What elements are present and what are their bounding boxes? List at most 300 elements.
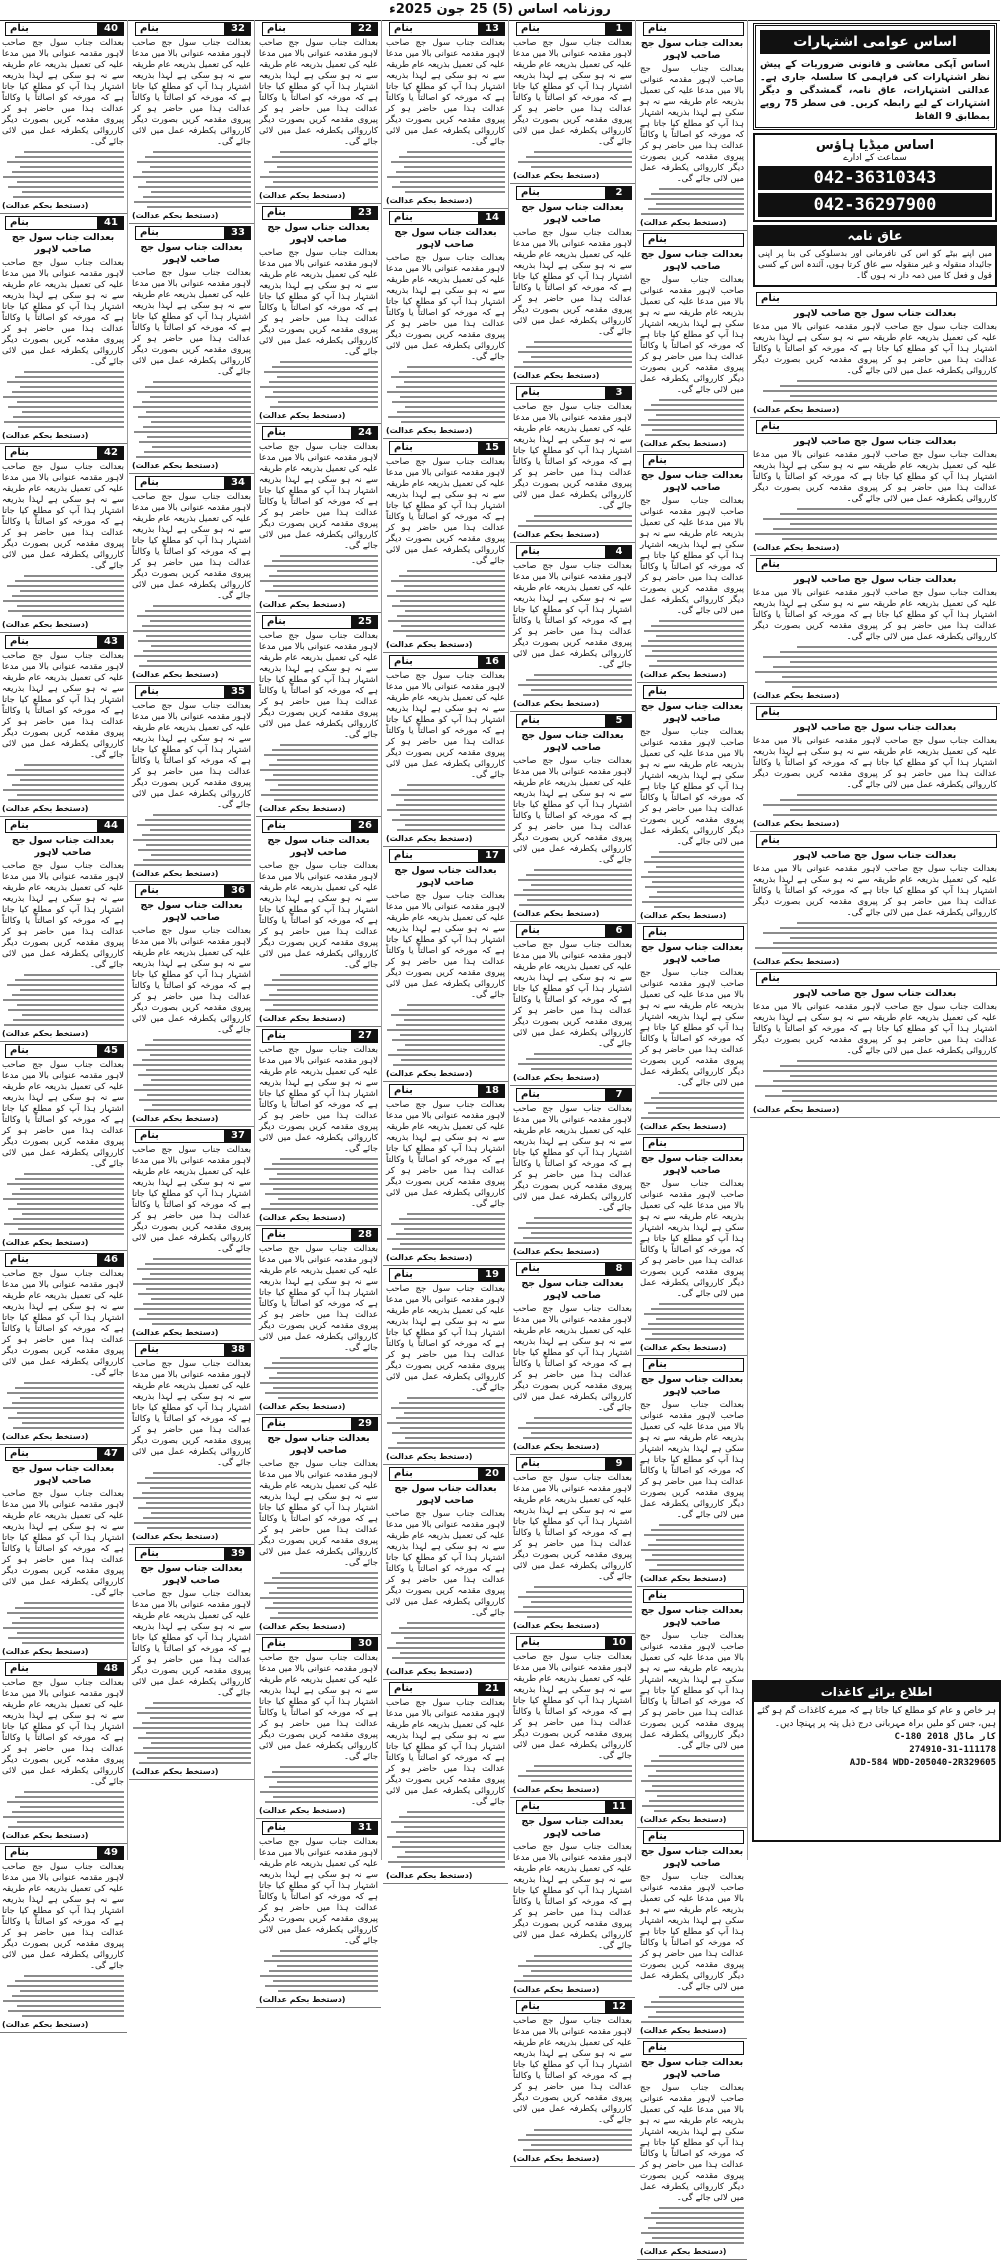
notice-number: 11 xyxy=(606,1800,632,1814)
court-notice xyxy=(129,224,254,474)
aaq-nama-box xyxy=(753,225,997,287)
notice-signature: (دستخط بحکم عدالت) xyxy=(640,670,727,679)
notice-text-lines xyxy=(386,784,505,831)
notice-court-title: بعدالت جناب سول جج صاحب لاہور xyxy=(521,730,624,753)
notice-number: 13 xyxy=(479,22,505,36)
promo-title: اساس عوامی اشتہارات xyxy=(760,30,990,54)
notice-header xyxy=(513,386,632,400)
notice-label: بنام xyxy=(5,1447,98,1461)
notice-text: بعدالت جناب سول جج صاحب لاہور مقدمہ عنوانی بالا میں مدعا علیہ کی تعمیل بذریعہ عام طریقہ سے نہ ہو سکی ہے لہذا بذریعہ اشتہار ہذا آپ کو مطلع کیا جاتا ہے کہ مورخہ کو اصالتاً یا وکالتاً عدالت ہذا میں حاضر ہو کر پیروی مقدمہ کریں بصورت دیگر کارروائی یکطرفہ عمل میں لائی جائے گی۔ xyxy=(640,496,744,616)
notice-signature: (دستخط بحکم عدالت) xyxy=(386,1452,473,1461)
notice-signature: (دستخط بحکم عدالت) xyxy=(513,1442,600,1451)
notice-signature: (دستخط بحکم عدالت) xyxy=(132,211,219,220)
notice-text: بعدالت جناب سول جج صاحب لاہور مقدمہ عنوانی بالا میں مدعا علیہ کی تعمیل بذریعہ عام طریقہ سے نہ ہو سکی ہے لہذا بذریعہ اشتہار ہذا آپ کو مطلع کیا جاتا ہے کہ مورخہ کو اصالتاً یا وکالتاً عدالت ہذا میں حاضر ہو کر پیروی مقدمہ کریں بصورت دیگر کارروائی یکطرفہ عمل میں لائی جائے گی۔ xyxy=(132,268,251,377)
notice-label: بنام xyxy=(262,22,352,36)
notice-label: بنام xyxy=(643,1137,744,1151)
court-notice xyxy=(750,290,1000,418)
notice-text: بعدالت جناب سول جج صاحب لاہور مقدمہ عنوانی بالا میں مدعا علیہ کی تعمیل بذریعہ عام طریقہ سے نہ ہو سکی ہے لہذا بذریعہ اشتہار ہذا آپ کو مطلع کیا جاتا ہے کہ مورخہ کو اصالتاً یا وکالتاً عدالت ہذا میں حاضر ہو کر پیروی مقدمہ کریں بصورت دیگر کارروائی یکطرفہ عمل میں لائی جائے گی۔ xyxy=(2,1269,124,1378)
notice-label: بنام xyxy=(262,206,352,220)
notice-text-lines xyxy=(2,1602,124,1644)
notice-header xyxy=(513,186,632,200)
notice-text-lines xyxy=(513,1217,632,1244)
notice-header xyxy=(753,292,997,306)
notice-label: بنام xyxy=(262,1637,352,1651)
notice-text-lines xyxy=(386,1397,505,1449)
notice-label: بنام xyxy=(516,1800,606,1814)
notice-court-title: بعدالت جناب سول جج صاحب لاہور xyxy=(521,202,624,225)
court-notice xyxy=(129,683,254,882)
notice-header xyxy=(640,1137,744,1151)
notice-number: 32 xyxy=(225,22,251,36)
notice-signature: (دستخط بحکم عدالت) xyxy=(259,1213,346,1222)
court-notice xyxy=(383,1266,508,1465)
notice-signature: (دستخط بحکم عدالت) xyxy=(640,1574,727,1583)
notice-text: بعدالت جناب سول جج صاحب لاہور مقدمہ عنوانی بالا میں مدعا علیہ کی تعمیل بذریعہ عام طریقہ سے نہ ہو سکی ہے لہذا بذریعہ اشتہار ہذا آپ کو مطلع کیا جاتا ہے کہ مورخہ کو اصالتاً یا وکالتاً عدالت ہذا میں حاضر ہو کر پیروی مقدمہ کریں بصورت دیگر کارروائی یکطرفہ عمل میں لائی جائے گی۔ xyxy=(513,402,632,511)
notice-text-lines xyxy=(2,974,124,1026)
notice-label: بنام xyxy=(389,849,479,863)
court-notice xyxy=(510,712,635,922)
notice-header xyxy=(386,1467,505,1481)
notice-text-lines xyxy=(259,1158,378,1210)
notice-label: بنام xyxy=(5,1662,98,1676)
notice-court-title: بعدالت جناب سول جج صاحب لاہور xyxy=(640,1153,744,1176)
notice-text: بعدالت جناب سول جج صاحب لاہور مقدمہ عنوانی بالا میں مدعا علیہ کی تعمیل بذریعہ عام طریقہ سے نہ ہو سکی ہے لہذا بذریعہ اشتہار ہذا آپ کو مطلع کیا جاتا ہے کہ مورخہ کو اصالتاً یا وکالتاً عدالت ہذا میں حاضر ہو کر پیروی مقدمہ کریں بصورت دیگر کارروائی یکطرفہ عمل میں لائی جائے گی۔ xyxy=(513,1104,632,1213)
court-notice xyxy=(637,924,747,1135)
notice-text-lines xyxy=(386,1811,505,1868)
phone-number-2[interactable]: 042-36297900 xyxy=(758,193,992,217)
notice-text-lines xyxy=(259,1572,378,1619)
notice-label: بنام xyxy=(5,1846,98,1860)
notice-text-lines xyxy=(513,674,632,696)
documents-notice-body: ہر خاص و عام کو مطلع کیا جاتا ہے کہ میرے کاغذات گم ہو گئے ہیں، جس کو ملیں براہ مہربانی درج ذیل پتہ پر پہنچا دیں۔ xyxy=(757,1706,996,1729)
notice-signature: (دستخط بحکم عدالت) xyxy=(132,1767,219,1776)
notice-header xyxy=(386,211,505,225)
notice-text-lines xyxy=(259,1950,378,1992)
notice-header xyxy=(640,1589,744,1603)
notice-court-title: بعدالت جناب سول جج صاحب لاہور xyxy=(140,1563,243,1586)
notice-text-lines xyxy=(640,399,744,436)
notice-signature: (دستخط بحکم عدالت) xyxy=(640,911,727,920)
notice-signature: (دستخط بحکم عدالت) xyxy=(132,1114,219,1123)
notice-signature: (دستخط بحکم عدالت) xyxy=(259,411,346,420)
court-notice xyxy=(510,1798,635,1998)
notice-number: 15 xyxy=(479,441,505,455)
notice-header xyxy=(513,1262,632,1276)
notice-court-title: بعدالت جناب سول جج صاحب لاہور xyxy=(394,227,497,250)
notice-label: بنام xyxy=(643,22,744,36)
notice-signature: (دستخط بحکم عدالت) xyxy=(513,530,600,539)
notice-label: بنام xyxy=(389,22,479,36)
notice-text: بعدالت جناب سول جج صاحب لاہور مقدمہ عنوانی بالا میں مدعا علیہ کی تعمیل بذریعہ عام طریقہ سے نہ ہو سکی ہے لہذا بذریعہ اشتہار ہذا آپ کو مطلع کیا جاتا ہے کہ مورخہ کو اصالتاً یا وکالتاً عدالت ہذا میں حاضر ہو کر پیروی مقدمہ کریں بصورت دیگر کارروائی یکطرفہ عمل میں لائی جائے گی۔ xyxy=(513,1304,632,1413)
notice-header xyxy=(640,685,744,699)
court-notice xyxy=(637,231,747,452)
notice-number: 1 xyxy=(606,22,632,36)
notice-court-title: بعدالت جناب سول جج صاحب لاہور xyxy=(793,574,957,585)
notice-label: بنام xyxy=(516,1636,606,1650)
notice-signature: (دستخط بحکم عدالت) xyxy=(2,201,89,210)
notice-text: بعدالت جناب سول جج صاحب لاہور مقدمہ عنوانی بالا میں مدعا علیہ کی تعمیل بذریعہ عام طریقہ سے نہ ہو سکی ہے لہذا بذریعہ اشتہار ہذا آپ کو مطلع کیا جاتا ہے کہ مورخہ کو اصالتاً یا وکالتاً عدالت ہذا میں حاضر ہو کر پیروی مقدمہ کریں بصورت دیگر کارروائی یکطرفہ عمل میں لائی جائے گی۔ xyxy=(753,736,997,790)
notice-text-lines xyxy=(513,1765,632,1782)
notice-signature: (دستخط بحکم عدالت) xyxy=(513,171,600,180)
notice-header xyxy=(259,1029,378,1043)
court-notice xyxy=(637,1356,747,1587)
court-notice xyxy=(750,970,1000,1118)
notice-text: بعدالت جناب سول جج صاحب لاہور مقدمہ عنوانی بالا میں مدعا علیہ کی تعمیل بذریعہ عام طریقہ سے نہ ہو سکی ہے لہذا بذریعہ اشتہار ہذا آپ کو مطلع کیا جاتا ہے کہ مورخہ کو اصالتاً یا وکالتاً عدالت ہذا میں حاضر ہو کر پیروی مقدمہ کریں بصورت دیگر کارروائی یکطرفہ عمل میں لائی جائے گی۔ xyxy=(132,38,251,147)
court-notice xyxy=(637,452,747,683)
notice-text-lines xyxy=(132,1039,251,1111)
notice-number: 31 xyxy=(352,1821,378,1835)
notice-text: بعدالت جناب سول جج صاحب لاہور مقدمہ عنوانی بالا میں مدعا علیہ کی تعمیل بذریعہ عام طریقہ سے نہ ہو سکی ہے لہذا بذریعہ اشتہار ہذا آپ کو مطلع کیا جاتا ہے کہ مورخہ کو اصالتاً یا وکالتاً عدالت ہذا میں حاضر ہو کر پیروی مقدمہ کریں بصورت دیگر کارروائی یکطرفہ عمل میں لائی جائے گی۔ xyxy=(2,1678,124,1787)
notice-number: 46 xyxy=(98,1253,124,1267)
notice-header xyxy=(2,1253,124,1267)
court-notice xyxy=(256,424,381,613)
notice-number: 41 xyxy=(98,216,124,230)
notice-text-lines xyxy=(513,869,632,906)
notice-court-title: بعدالت جناب سول جج صاحب لاہور xyxy=(11,835,115,858)
court-notice xyxy=(510,1998,635,2167)
notice-number: 26 xyxy=(352,819,378,833)
notice-number: 16 xyxy=(479,655,505,669)
notice-text: بعدالت جناب سول جج صاحب لاہور مقدمہ عنوانی بالا میں مدعا علیہ کی تعمیل بذریعہ عام طریقہ سے نہ ہو سکی ہے لہذا بذریعہ اشتہار ہذا آپ کو مطلع کیا جاتا ہے کہ مورخہ کو اصالتاً یا وکالتاً عدالت ہذا میں حاضر ہو کر پیروی مقدمہ کریں بصورت دیگر کارروائی یکطرفہ عمل میں لائی جائے گی۔ xyxy=(259,1459,378,1568)
notice-text-lines xyxy=(259,1766,378,1803)
col-court-notices xyxy=(637,20,748,2256)
notice-text: بعدالت جناب سول جج صاحب لاہور مقدمہ عنوانی بالا میں مدعا علیہ کی تعمیل بذریعہ عام طریقہ سے نہ ہو سکی ہے لہذا بذریعہ اشتہار ہذا آپ کو مطلع کیا جاتا ہے کہ مورخہ کو اصالتاً یا وکالتاً عدالت ہذا میں حاضر ہو کر پیروی مقدمہ کریں بصورت دیگر کارروائی یکطرفہ عمل میں لائی جائے گی۔ xyxy=(2,462,124,571)
notice-court-title: بعدالت جناب سول جج صاحب لاہور xyxy=(640,2057,744,2080)
court-notice xyxy=(510,543,635,712)
notice-label: بنام xyxy=(262,1821,352,1835)
notice-signature: (دستخط بحکم عدالت) xyxy=(513,2154,600,2163)
notice-label: بنام xyxy=(135,884,225,898)
notice-header xyxy=(132,1547,251,1561)
notice-signature: (دستخط بحکم عدالت) xyxy=(259,1014,346,1023)
notice-text-lines xyxy=(513,1586,632,1618)
notice-text: بعدالت جناب سول جج صاحب لاہور مقدمہ عنوانی بالا میں مدعا علیہ کی تعمیل بذریعہ عام طریقہ سے نہ ہو سکی ہے لہذا بذریعہ اشتہار ہذا آپ کو مطلع کیا جاتا ہے کہ مورخہ کو اصالتاً یا وکالتاً عدالت ہذا میں حاضر ہو کر پیروی مقدمہ کریں بصورت دیگر کارروائی یکطرفہ عمل میں لائی جائے گی۔ xyxy=(386,1698,505,1807)
notice-text: بعدالت جناب سول جج صاحب لاہور مقدمہ عنوانی بالا میں مدعا علیہ کی تعمیل بذریعہ عام طریقہ سے نہ ہو سکی ہے لہذا بذریعہ اشتہار ہذا آپ کو مطلع کیا جاتا ہے کہ مورخہ کو اصالتاً یا وکالتاً عدالت ہذا میں حاضر ہو کر پیروی مقدمہ کریں بصورت دیگر کارروائی یکطرفہ عمل میں لائی جائے گی۔ xyxy=(513,2016,632,2125)
notice-text-lines xyxy=(640,188,744,215)
notice-header xyxy=(259,819,378,833)
notice-number: 17 xyxy=(479,849,505,863)
notice-header xyxy=(640,233,744,247)
notice-court-title: بعدالت جناب سول جج صاحب لاہور xyxy=(11,232,115,255)
notice-number: 14 xyxy=(479,211,505,225)
notice-text: بعدالت جناب سول جج صاحب لاہور مقدمہ عنوانی بالا میں مدعا علیہ کی تعمیل بذریعہ عام طریقہ سے نہ ہو سکی ہے لہذا بذریعہ اشتہار ہذا آپ کو مطلع کیا جاتا ہے کہ مورخہ کو اصالتاً یا وکالتاً عدالت ہذا میں حاضر ہو کر پیروی مقدمہ کریں بصورت دیگر کارروائی یکطرفہ عمل میں لائی جائے گی۔ xyxy=(513,940,632,1049)
court-notice xyxy=(510,384,635,543)
notice-court-title: بعدالت جناب سول جج صاحب لاہور xyxy=(793,722,957,733)
notice-label: بنام xyxy=(135,476,225,490)
masthead: روزنامہ اساس (5) 25 جون 2025ء xyxy=(0,0,1000,21)
notice-label: بنام xyxy=(5,1044,98,1058)
court-notice xyxy=(510,1086,635,1260)
notice-signature: (دستخط بحکم عدالت) xyxy=(513,1985,600,1994)
notice-text: بعدالت جناب سول جج صاحب لاہور مقدمہ عنوانی بالا میں مدعا علیہ کی تعمیل بذریعہ عام طریقہ سے نہ ہو سکی ہے لہذا بذریعہ اشتہار ہذا آپ کو مطلع کیا جاتا ہے کہ مورخہ کو اصالتاً یا وکالتاً عدالت ہذا میں حاضر ہو کر پیروی مقدمہ کریں بصورت دیگر کارروائی یکطرفہ عمل میں لائی جائے گی۔ xyxy=(640,2083,744,2203)
notice-header xyxy=(132,22,251,36)
notice-text-lines xyxy=(132,814,251,866)
notice-label: بنام xyxy=(756,558,997,572)
notice-header xyxy=(132,1129,251,1143)
court-notice xyxy=(637,1828,747,2039)
court-notice xyxy=(510,1634,635,1798)
notice-signature: (دستخط بحکم عدالت) xyxy=(259,1622,346,1631)
notice-signature: (دستخط بحکم عدالت) xyxy=(640,2247,727,2256)
notice-number: 42 xyxy=(98,446,124,460)
notice-text: بعدالت جناب سول جج صاحب لاہور مقدمہ عنوانی بالا میں مدعا علیہ کی تعمیل بذریعہ عام طریقہ سے نہ ہو سکی ہے لہذا بذریعہ اشتہار ہذا آپ کو مطلع کیا جاتا ہے کہ مورخہ کو اصالتاً یا وکالتاً عدالت ہذا میں حاضر ہو کر پیروی مقدمہ کریں بصورت دیگر کارروائی یکطرفہ عمل میں لائی جائے گی۔ xyxy=(640,1872,744,1992)
notice-header xyxy=(2,1662,124,1676)
notice-label: بنام xyxy=(135,22,225,36)
notice-text-lines xyxy=(132,605,251,667)
notice-number: 21 xyxy=(479,1682,505,1696)
documents-notice-box xyxy=(752,1680,1001,1842)
notice-text: بعدالت جناب سول جج صاحب لاہور مقدمہ عنوانی بالا میں مدعا علیہ کی تعمیل بذریعہ عام طریقہ سے نہ ہو سکی ہے لہذا بذریعہ اشتہار ہذا آپ کو مطلع کیا جاتا ہے کہ مورخہ کو اصالتاً یا وکالتاً عدالت ہذا میں حاضر ہو کر پیروی مقدمہ کریں بصورت دیگر کارروائی یکطرفہ عمل میں لائی جائے گی۔ xyxy=(513,1652,632,1761)
notice-header xyxy=(386,1682,505,1696)
court-notice xyxy=(383,1465,508,1680)
notice-text: بعدالت جناب سول جج صاحب لاہور مقدمہ عنوانی بالا میں مدعا علیہ کی تعمیل بذریعہ عام طریقہ سے نہ ہو سکی ہے لہذا بذریعہ اشتہار ہذا آپ کو مطلع کیا جاتا ہے کہ مورخہ کو اصالتاً یا وکالتاً عدالت ہذا میں حاضر ہو کر پیروی مقدمہ کریں بصورت دیگر کارروائی یکطرفہ عمل میں لائی جائے گی۔ xyxy=(513,228,632,337)
notice-signature: (دستخط بحکم عدالت) xyxy=(513,1785,600,1794)
media-house-sub: سماعت کے ادارے xyxy=(843,153,907,163)
notice-signature: (دستخط بحکم عدالت) xyxy=(513,371,600,380)
notice-signature: (دستخط بحکم عدالت) xyxy=(259,1995,346,2004)
notice-text: بعدالت جناب سول جج صاحب لاہور مقدمہ عنوانی بالا میں مدعا علیہ کی تعمیل بذریعہ عام طریقہ سے نہ ہو سکی ہے لہذا بذریعہ اشتہار ہذا آپ کو مطلع کیا جاتا ہے کہ مورخہ کو اصالتاً یا وکالتاً عدالت ہذا میں حاضر ہو کر پیروی مقدمہ کریں بصورت دیگر کارروائی یکطرفہ عمل میں لائی جائے گی۔ xyxy=(2,1060,124,1169)
notice-text: بعدالت جناب سول جج صاحب لاہور مقدمہ عنوانی بالا میں مدعا علیہ کی تعمیل بذریعہ عام طریقہ سے نہ ہو سکی ہے لہذا بذریعہ اشتہار ہذا آپ کو مطلع کیا جاتا ہے کہ مورخہ کو اصالتاً یا وکالتاً عدالت ہذا میں حاضر ہو کر پیروی مقدمہ کریں بصورت دیگر کارروائی یکطرفہ عمل میں لائی جائے گی۔ xyxy=(259,631,378,740)
notice-label: بنام xyxy=(5,22,98,36)
notice-signature: (دستخط بحکم عدالت) xyxy=(640,1815,727,1824)
notice-number: 40 xyxy=(98,22,124,36)
notice-header xyxy=(2,1846,124,1860)
notice-text: بعدالت جناب سول جج صاحب لاہور مقدمہ عنوانی بالا میں مدعا علیہ کی تعمیل بذریعہ عام طریقہ سے نہ ہو سکی ہے لہذا بذریعہ اشتہار ہذا آپ کو مطلع کیا جاتا ہے کہ مورخہ کو اصالتاً یا وکالتاً عدالت ہذا میں حاضر ہو کر پیروی مقدمہ کریں بصورت دیگر کارروائی یکطرفہ عمل میں لائی جائے گی۔ xyxy=(640,1631,744,1751)
notice-signature: (دستخط بحکم عدالت) xyxy=(259,804,346,813)
col-notices-2 xyxy=(383,20,509,1880)
notice-signature: (دستخط بحکم عدالت) xyxy=(386,1253,473,1262)
notice-header xyxy=(259,1228,378,1242)
court-notice xyxy=(0,1445,127,1660)
court-notice xyxy=(383,20,508,209)
notice-header xyxy=(513,545,632,559)
notice-label: بنام xyxy=(756,834,997,848)
phone-number-1[interactable]: 042-36310343 xyxy=(758,166,992,190)
court-notice xyxy=(256,1027,381,1226)
notice-text-lines xyxy=(513,1955,632,1982)
notice-header xyxy=(640,1830,744,1844)
notice-header xyxy=(2,216,124,230)
notice-number: 33 xyxy=(225,226,251,240)
court-notice xyxy=(129,474,254,683)
notice-text: بعدالت جناب سول جج صاحب لاہور مقدمہ عنوانی بالا میں مدعا علیہ کی تعمیل بذریعہ عام طریقہ سے نہ ہو سکی ہے لہذا بذریعہ اشتہار ہذا آپ کو مطلع کیا جاتا ہے کہ مورخہ کو اصالتاً یا وکالتاً عدالت ہذا میں حاضر ہو کر پیروی مقدمہ کریں بصورت دیگر کارروائی یکطرفہ عمل میں لائی جائے گی۔ xyxy=(132,926,251,1035)
notice-number: 3 xyxy=(606,386,632,400)
notice-number: 4 xyxy=(606,545,632,559)
notice-label: بنام xyxy=(135,1343,225,1357)
notice-label: بنام xyxy=(5,216,98,230)
notice-signature: (دستخط بحکم عدالت) xyxy=(640,218,727,227)
notice-number: 36 xyxy=(225,884,251,898)
notice-text-lines xyxy=(753,508,997,540)
notice-signature: (دستخط بحکم عدالت) xyxy=(386,640,473,649)
court-notice xyxy=(0,1844,127,2033)
notice-header xyxy=(386,1268,505,1282)
notice-label: بنام xyxy=(756,420,997,434)
notice-text: بعدالت جناب سول جج صاحب لاہور مقدمہ عنوانی بالا میں مدعا علیہ کی تعمیل بذریعہ عام طریقہ سے نہ ہو سکی ہے لہذا بذریعہ اشتہار ہذا آپ کو مطلع کیا جاتا ہے کہ مورخہ کو اصالتاً یا وکالتاً عدالت ہذا میں حاضر ہو کر پیروی مقدمہ کریں بصورت دیگر کارروائی یکطرفہ عمل میں لائی جائے گی۔ xyxy=(386,38,505,147)
notice-header xyxy=(753,420,997,434)
notice-text-lines xyxy=(132,1472,251,1529)
notice-signature: (دستخط بحکم عدالت) xyxy=(386,196,473,205)
notice-text-lines xyxy=(2,1173,124,1235)
notice-court-title: بعدالت جناب سول جج صاحب لاہور xyxy=(793,436,957,447)
notice-header xyxy=(513,1636,632,1650)
notice-signature: (دستخط بحکم عدالت) xyxy=(2,620,89,629)
notice-text: بعدالت جناب سول جج صاحب لاہور مقدمہ عنوانی بالا میں مدعا علیہ کی تعمیل بذریعہ عام طریقہ سے نہ ہو سکی ہے لہذا بذریعہ اشتہار ہذا آپ کو مطلع کیا جاتا ہے کہ مورخہ کو اصالتاً یا وکالتاً عدالت ہذا میں حاضر ہو کر پیروی مقدمہ کریں بصورت دیگر کارروائی یکطرفہ عمل میں لائی جائے گی۔ xyxy=(2,651,124,760)
notice-court-title: بعدالت جناب سول جج صاحب لاہور xyxy=(640,1605,744,1628)
court-notice xyxy=(510,922,635,1086)
notice-text: بعدالت جناب سول جج صاحب لاہور مقدمہ عنوانی بالا میں مدعا علیہ کی تعمیل بذریعہ عام طریقہ سے نہ ہو سکی ہے لہذا بذریعہ اشتہار ہذا آپ کو مطلع کیا جاتا ہے کہ مورخہ کو اصالتاً یا وکالتاً عدالت ہذا میں حاضر ہو کر پیروی مقدمہ کریں بصورت دیگر کارروائی یکطرفہ عمل میں لائی جائے گی۔ xyxy=(640,275,744,395)
aaq-nama-title: عاق نامہ xyxy=(755,227,995,246)
notice-signature: (دستخط بحکم عدالت) xyxy=(132,670,219,679)
notice-label: بنام xyxy=(262,426,352,440)
court-notice xyxy=(0,1251,127,1445)
notice-court-title: بعدالت جناب سول جج صاحب لاہور xyxy=(793,850,957,861)
notice-text-lines xyxy=(386,366,505,423)
notice-header xyxy=(640,1358,744,1372)
notice-label: بنام xyxy=(262,819,352,833)
notice-text: بعدالت جناب سول جج صاحب لاہور مقدمہ عنوانی بالا میں مدعا علیہ کی تعمیل بذریعہ عام طریقہ سے نہ ہو سکی ہے لہذا بذریعہ اشتہار ہذا آپ کو مطلع کیا جاتا ہے کہ مورخہ کو اصالتاً یا وکالتاً عدالت ہذا میں حاضر ہو کر پیروی مقدمہ کریں بصورت دیگر کارروائی یکطرفہ عمل میں لائی جائے گی۔ xyxy=(640,968,744,1088)
notice-text-lines xyxy=(513,2129,632,2151)
notice-label: بنام xyxy=(756,972,997,986)
notice-signature: (دستخط بحکم عدالت) xyxy=(640,439,727,448)
notice-text: بعدالت جناب سول جج صاحب لاہور مقدمہ عنوانی بالا میں مدعا علیہ کی تعمیل بذریعہ عام طریقہ سے نہ ہو سکی ہے لہذا بذریعہ اشتہار ہذا آپ کو مطلع کیا جاتا ہے کہ مورخہ کو اصالتاً یا وکالتاً عدالت ہذا میں حاضر ہو کر پیروی مقدمہ کریں بصورت دیگر کارروائی یکطرفہ عمل میں لائی جائے گی۔ xyxy=(2,1489,124,1598)
notice-number: 44 xyxy=(98,819,124,833)
notice-label: بنام xyxy=(262,615,352,629)
notice-signature: (دستخط بحکم عدالت) xyxy=(132,1328,219,1337)
notice-text-lines xyxy=(753,922,997,954)
col-promo xyxy=(750,20,1000,1860)
notice-header xyxy=(132,884,251,898)
court-notice xyxy=(0,1042,127,1251)
notice-text: بعدالت جناب سول جج صاحب لاہور مقدمہ عنوانی بالا میں مدعا علیہ کی تعمیل بذریعہ عام طریقہ سے نہ ہو سکی ہے لہذا بذریعہ اشتہار ہذا آپ کو مطلع کیا جاتا ہے کہ مورخہ کو اصالتاً یا وکالتاً عدالت ہذا میں حاضر ہو کر پیروی مقدمہ کریں بصورت دیگر کارروائی یکطرفہ عمل میں لائی جائے گی۔ xyxy=(513,561,632,670)
notice-signature: (دستخط بحکم عدالت) xyxy=(2,804,89,813)
notice-header xyxy=(640,2041,744,2055)
notice-header xyxy=(259,1637,378,1651)
notice-text: بعدالت جناب سول جج صاحب لاہور مقدمہ عنوانی بالا میں مدعا علیہ کی تعمیل بذریعہ عام طریقہ سے نہ ہو سکی ہے لہذا بذریعہ اشتہار ہذا آپ کو مطلع کیا جاتا ہے کہ مورخہ کو اصالتاً یا وکالتاً عدالت ہذا میں حاضر ہو کر پیروی مقدمہ کریں بصورت دیگر کارروائی یکطرفہ عمل میں لائی جائے گی۔ xyxy=(386,1509,505,1618)
notice-text-lines xyxy=(640,2207,744,2244)
court-notice xyxy=(129,1127,254,1341)
notice-signature: (دستخط بحکم عدالت) xyxy=(513,909,600,918)
notice-label: بنام xyxy=(389,655,479,669)
documents-notice-text xyxy=(754,1702,999,1773)
notice-text: بعدالت جناب سول جج صاحب لاہور مقدمہ عنوانی بالا میں مدعا علیہ کی تعمیل بذریعہ عام طریقہ سے نہ ہو سکی ہے لہذا بذریعہ اشتہار ہذا آپ کو مطلع کیا جاتا ہے کہ مورخہ کو اصالتاً یا وکالتاً عدالت ہذا میں حاضر ہو کر پیروی مقدمہ کریں بصورت دیگر کارروائی یکطرفہ عمل میں لائی جائے گی۔ xyxy=(2,258,124,367)
notice-label: بنام xyxy=(516,1088,606,1102)
notice-header xyxy=(386,441,505,455)
notice-label: بنام xyxy=(516,22,606,36)
notice-text: بعدالت جناب سول جج صاحب لاہور مقدمہ عنوانی بالا میں مدعا علیہ کی تعمیل بذریعہ عام طریقہ سے نہ ہو سکی ہے لہذا بذریعہ اشتہار ہذا آپ کو مطلع کیا جاتا ہے کہ مورخہ کو اصالتاً یا وکالتاً عدالت ہذا میں حاضر ہو کر پیروی مقدمہ کریں بصورت دیگر کارروائی یکطرفہ عمل میں لائی جائے گی۔ xyxy=(259,38,378,147)
notice-text-lines xyxy=(2,575,124,617)
notice-court-title: بعدالت جناب سول جج صاحب لاہور xyxy=(793,308,957,319)
notice-text: بعدالت جناب سول جج صاحب لاہور مقدمہ عنوانی بالا میں مدعا علیہ کی تعمیل بذریعہ عام طریقہ سے نہ ہو سکی ہے لہذا بذریعہ اشتہار ہذا آپ کو مطلع کیا جاتا ہے کہ مورخہ کو اصالتاً یا وکالتاً عدالت ہذا میں حاضر ہو کر پیروی مقدمہ کریں بصورت دیگر کارروائی یکطرفہ عمل میں لائی جائے گی۔ xyxy=(753,864,997,918)
notice-text: بعدالت جناب سول جج صاحب لاہور مقدمہ عنوانی بالا میں مدعا علیہ کی تعمیل بذریعہ عام طریقہ سے نہ ہو سکی ہے لہذا بذریعہ اشتہار ہذا آپ کو مطلع کیا جاتا ہے کہ مورخہ کو اصالتاً یا وکالتاً عدالت ہذا میں حاضر ہو کر پیروی مقدمہ کریں بصورت دیگر کارروائی یکطرفہ عمل میں لائی جائے گی۔ xyxy=(386,1284,505,1393)
notice-text-lines xyxy=(2,1975,124,2017)
notice-number: 35 xyxy=(225,685,251,699)
notice-header xyxy=(2,819,124,833)
notice-header xyxy=(753,558,997,572)
court-notice xyxy=(510,184,635,384)
notice-header xyxy=(2,22,124,36)
notice-text: بعدالت جناب سول جج صاحب لاہور مقدمہ عنوانی بالا میں مدعا علیہ کی تعمیل بذریعہ عام طریقہ سے نہ ہو سکی ہے لہذا بذریعہ اشتہار ہذا آپ کو مطلع کیا جاتا ہے کہ مورخہ کو اصالتاً یا وکالتاً عدالت ہذا میں حاضر ہو کر پیروی مقدمہ کریں بصورت دیگر کارروائی یکطرفہ عمل میں لائی جائے گی۔ xyxy=(259,248,378,357)
notice-header xyxy=(513,1457,632,1471)
promo-box xyxy=(753,23,997,130)
notice-label: بنام xyxy=(389,1682,479,1696)
notice-text: بعدالت جناب سول جج صاحب لاہور مقدمہ عنوانی بالا میں مدعا علیہ کی تعمیل بذریعہ عام طریقہ سے نہ ہو سکی ہے لہذا بذریعہ اشتہار ہذا آپ کو مطلع کیا جاتا ہے کہ مورخہ کو اصالتاً یا وکالتاً عدالت ہذا میں حاضر ہو کر پیروی مقدمہ کریں بصورت دیگر کارروائی یکطرفہ عمل میں لائی جائے گی۔ xyxy=(259,1837,378,1946)
court-notice xyxy=(510,1260,635,1455)
notice-header xyxy=(513,22,632,36)
notice-signature: (دستخط بحکم عدالت) xyxy=(753,819,840,828)
notice-court-title: بعدالت جناب سول جج صاحب لاہور xyxy=(640,701,744,724)
notice-court-title: بعدالت جناب سول جج صاحب لاہور xyxy=(267,222,370,245)
notice-text: بعدالت جناب سول جج صاحب لاہور مقدمہ عنوانی بالا میں مدعا علیہ کی تعمیل بذریعہ عام طریقہ سے نہ ہو سکی ہے لہذا بذریعہ اشتہار ہذا آپ کو مطلع کیا جاتا ہے کہ مورخہ کو اصالتاً یا وکالتاً عدالت ہذا میں حاضر ہو کر پیروی مقدمہ کریں بصورت دیگر کارروائی یکطرفہ عمل میں لائی جائے گی۔ xyxy=(386,253,505,362)
notice-signature: (دستخط بحکم عدالت) xyxy=(132,461,219,470)
notice-header xyxy=(259,206,378,220)
notice-text-lines xyxy=(640,851,744,908)
notice-signature: (دستخط بحکم عدالت) xyxy=(513,1621,600,1630)
promo-text: اساس آپکی معاشی و قانونی ضروریات کے پیش نظر اشتہارات کی فراہمی کا سلسلہ جاری ہے۔ عدالتی اشتہارات، عاق نامہ، گمشدگی و دیگر اشتہارات کے لیے رابطہ کریں۔ فی سطر 75 روپے بمطابق 9 الفاظ xyxy=(760,59,990,122)
notice-header xyxy=(259,1417,378,1431)
notice-text-lines xyxy=(132,1258,251,1325)
notice-text-lines xyxy=(640,1092,744,1119)
notice-number: 27 xyxy=(352,1029,378,1043)
notice-number: 43 xyxy=(98,635,124,649)
notice-label: بنام xyxy=(5,635,98,649)
court-notice xyxy=(383,1680,508,1884)
notice-label: بنام xyxy=(389,441,479,455)
court-notice xyxy=(0,444,127,633)
notice-label: بنام xyxy=(389,1467,479,1481)
notice-text-lines xyxy=(640,1996,744,2023)
notice-court-title: بعدالت جناب سول جج صاحب لاہور xyxy=(11,1463,115,1486)
notice-court-title: بعدالت جناب سول جج صاحب لاہور xyxy=(394,1483,497,1506)
notice-text: بعدالت جناب سول جج صاحب لاہور مقدمہ عنوانی بالا میں مدعا علیہ کی تعمیل بذریعہ عام طریقہ سے نہ ہو سکی ہے لہذا بذریعہ اشتہار ہذا آپ کو مطلع کیا جاتا ہے کہ مورخہ کو اصالتاً یا وکالتاً عدالت ہذا میں حاضر ہو کر پیروی مقدمہ کریں بصورت دیگر کارروائی یکطرفہ عمل میں لائی جائے گی۔ xyxy=(753,1002,997,1056)
notice-text: بعدالت جناب سول جج صاحب لاہور مقدمہ عنوانی بالا میں مدعا علیہ کی تعمیل بذریعہ عام طریقہ سے نہ ہو سکی ہے لہذا بذریعہ اشتہار ہذا آپ کو مطلع کیا جاتا ہے کہ مورخہ کو اصالتاً یا وکالتاً عدالت ہذا میں حاضر ہو کر پیروی مقدمہ کریں بصورت دیگر کارروائی یکطرفہ عمل میں لائی جائے گی۔ xyxy=(386,457,505,566)
notice-number: 48 xyxy=(98,1662,124,1676)
court-notice xyxy=(750,832,1000,970)
notice-label: بنام xyxy=(389,211,479,225)
notice-number: 20 xyxy=(479,1467,505,1481)
court-notice xyxy=(383,439,508,653)
notice-label: بنام xyxy=(756,292,997,306)
court-notice xyxy=(750,556,1000,704)
notice-text-lines xyxy=(753,1060,997,1102)
notice-text: بعدالت جناب سول جج صاحب لاہور مقدمہ عنوانی بالا میں مدعا علیہ کی تعمیل بذریعہ عام طریقہ سے نہ ہو سکی ہے لہذا بذریعہ اشتہار ہذا آپ کو مطلع کیا جاتا ہے کہ مورخہ کو اصالتاً یا وکالتاً عدالت ہذا میں حاضر ہو کر پیروی مقدمہ کریں بصورت دیگر کارروائی یکطرفہ عمل میں لائی جائے گی۔ xyxy=(132,1589,251,1698)
notice-text: بعدالت جناب سول جج صاحب لاہور مقدمہ عنوانی بالا میں مدعا علیہ کی تعمیل بذریعہ عام طریقہ سے نہ ہو سکی ہے لہذا بذریعہ اشتہار ہذا آپ کو مطلع کیا جاتا ہے کہ مورخہ کو اصالتاً یا وکالتاً عدالت ہذا میں حاضر ہو کر پیروی مقدمہ کریں بصورت دیگر کارروائی یکطرفہ عمل میں لائی جائے گی۔ xyxy=(513,1842,632,1951)
notice-signature: (دستخط بحکم عدالت) xyxy=(2,1831,89,1840)
notice-number: 25 xyxy=(352,615,378,629)
notice-text-lines xyxy=(259,974,378,1011)
notice-header xyxy=(513,924,632,938)
notice-label: بنام xyxy=(643,1358,744,1372)
notice-court-title: بعدالت جناب سول جج صاحب لاہور xyxy=(140,242,243,265)
notice-label: بنام xyxy=(135,685,225,699)
notice-header xyxy=(513,1088,632,1102)
notice-label: بنام xyxy=(516,386,606,400)
notice-text-lines xyxy=(2,151,124,198)
notice-header xyxy=(259,22,378,36)
court-notice xyxy=(256,1226,381,1415)
notice-text: بعدالت جناب سول جج صاحب لاہور مقدمہ عنوانی بالا میں مدعا علیہ کی تعمیل بذریعہ عام طریقہ سے نہ ہو سکی ہے لہذا بذریعہ اشتہار ہذا آپ کو مطلع کیا جاتا ہے کہ مورخہ کو اصالتاً یا وکالتاً عدالت ہذا میں حاضر ہو کر پیروی مقدمہ کریں بصورت دیگر کارروائی یکطرفہ عمل میں لائی جائے گی۔ xyxy=(132,492,251,601)
notice-header xyxy=(513,2000,632,2014)
court-notice xyxy=(0,20,127,214)
notice-text-lines xyxy=(259,1357,378,1399)
notice-signature: (دستخط بحکم عدالت) xyxy=(132,869,219,878)
notice-label: بنام xyxy=(643,926,744,940)
court-notice xyxy=(256,1819,381,2008)
notice-label: بنام xyxy=(135,226,225,240)
notice-text-lines xyxy=(753,380,997,402)
notice-text-lines xyxy=(513,1417,632,1439)
notice-text-lines xyxy=(259,555,378,597)
